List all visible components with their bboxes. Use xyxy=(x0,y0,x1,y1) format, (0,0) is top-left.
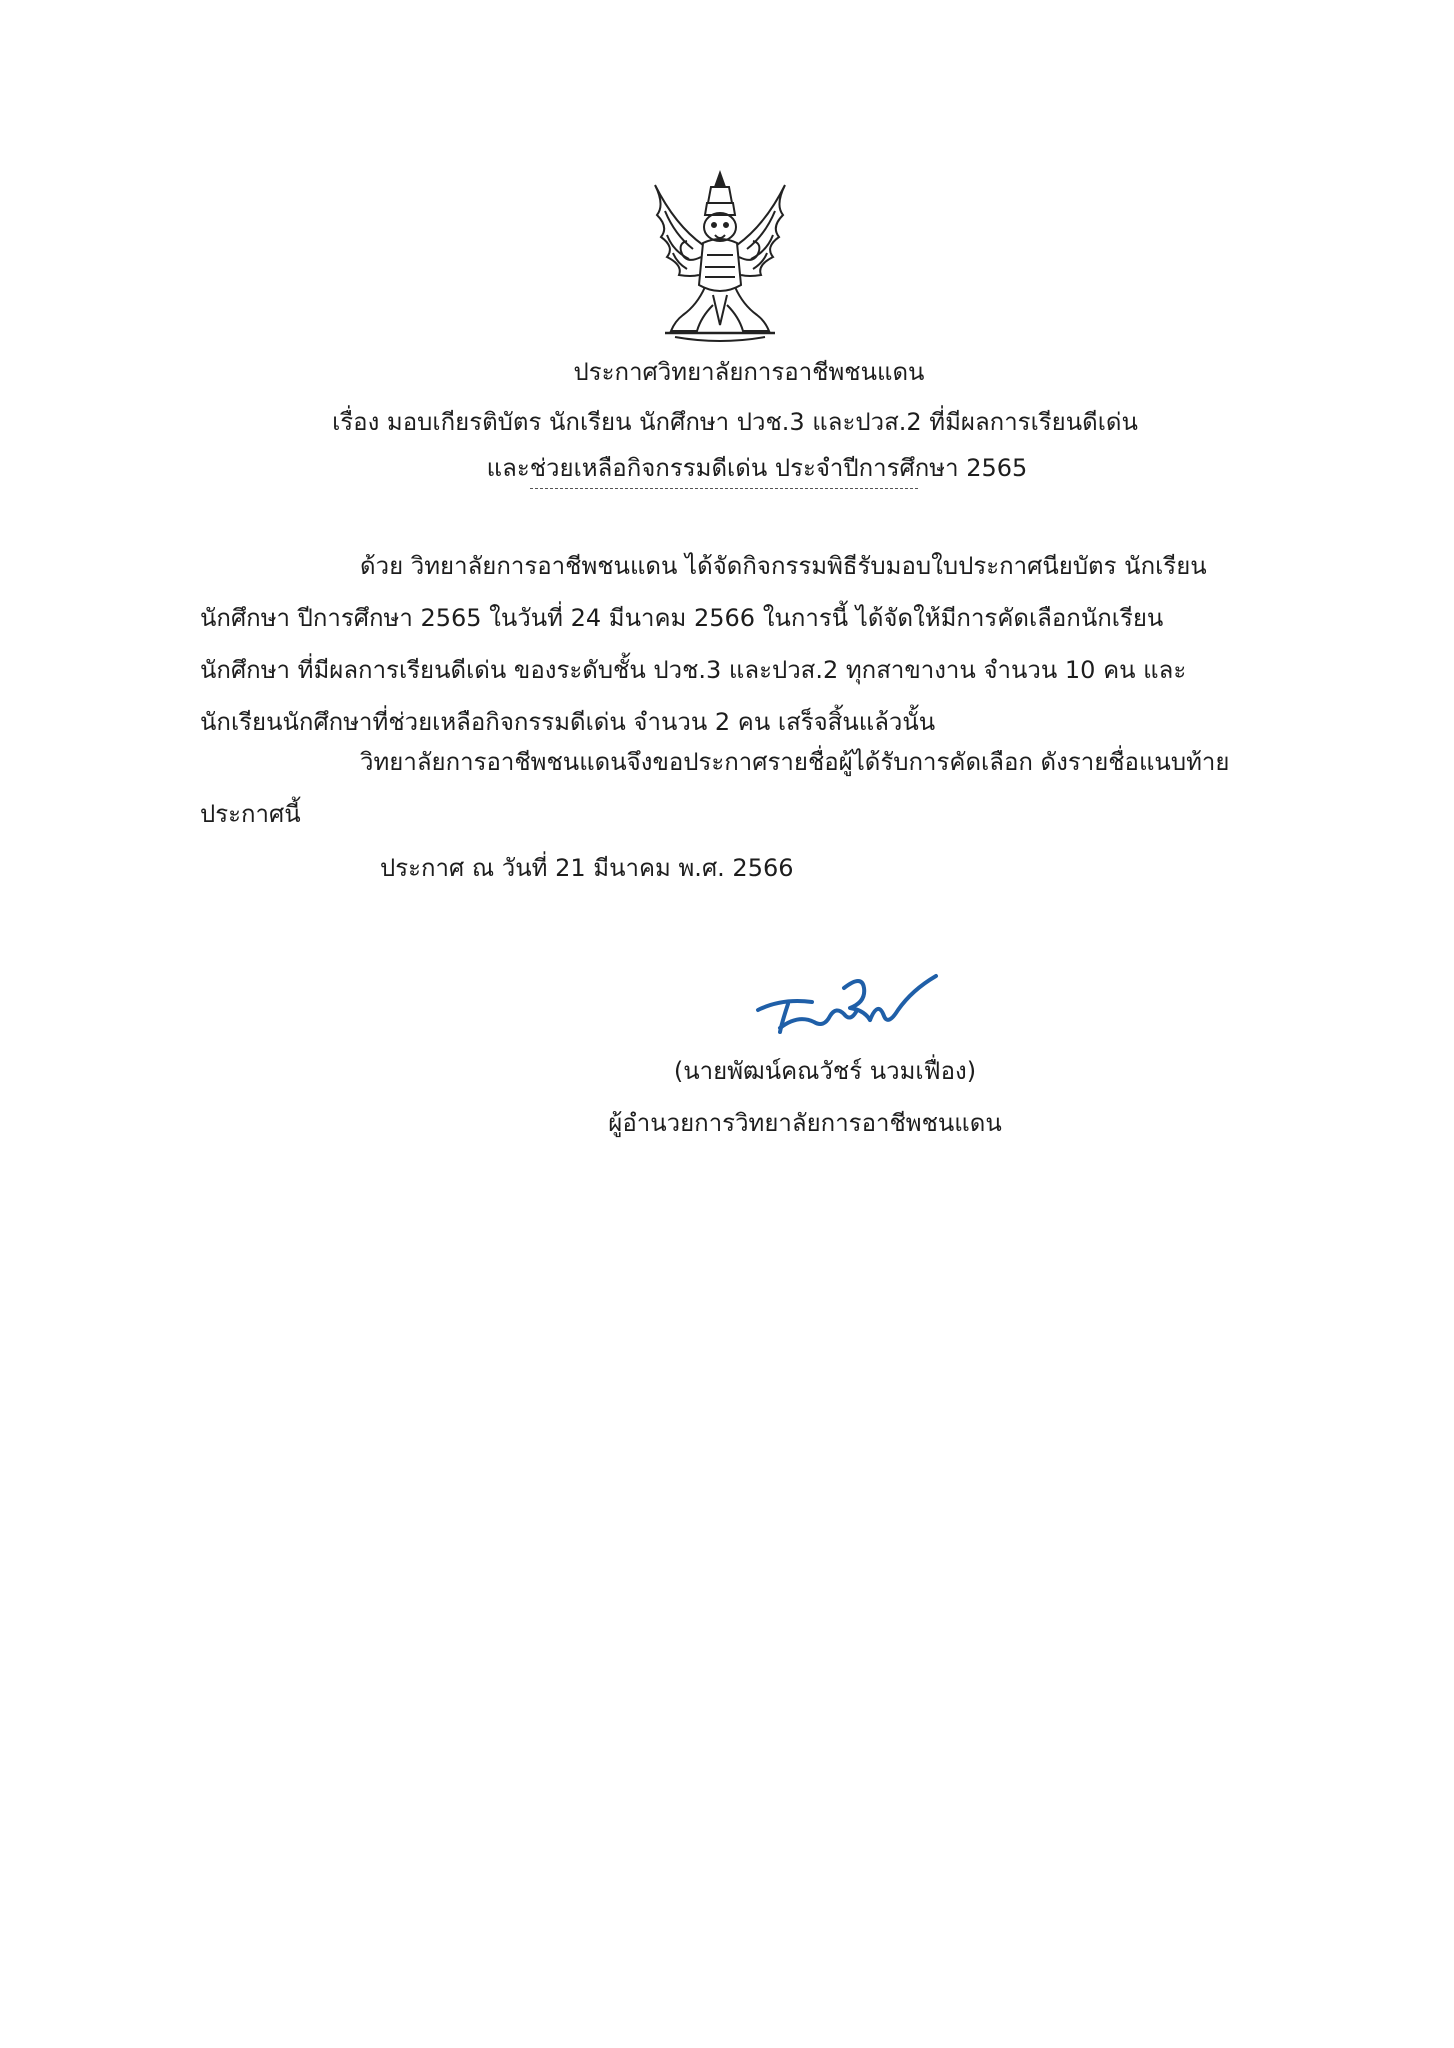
dashed-divider xyxy=(530,488,918,489)
body-paragraph-2 xyxy=(200,736,1250,840)
paragraph-2-text: วิทยาลัยการอาชีพชนแดนจึงขอประกาศรายชื่อผู้ได้รับการคัดเลือก ดังรายชื่อแนบท้ายประกาศนี้ xyxy=(200,748,1230,828)
subject-line-2: และช่วยเหลือกิจกรรมดีเด่น ประจำปีการศึกษา 2565 xyxy=(486,454,1028,482)
garuda-emblem-icon xyxy=(635,165,805,345)
signatory-title: ผู้อำนวยการวิทยาลัยการอาชีพชนแดน xyxy=(608,1109,1002,1137)
signature-icon xyxy=(752,970,942,1040)
subject-line-1: เรื่อง มอบเกียรติบัตร นักเรียน นักศึกษา ปวช.3 และปวส.2 ที่มีผลการเรียนดีเด่น xyxy=(332,408,1138,436)
signatory-name: (นายพัฒน์คณวัชร์ นวมเฟื่อง) xyxy=(673,1057,977,1085)
announcement-title: ประกาศวิทยาลัยการอาชีพชนแดน xyxy=(573,358,925,386)
paragraph-1-text: ด้วย วิทยาลัยการอาชีพชนแดน ได้จัดกิจกรรมพิธีรับมอบใบประกาศนียบัตร นักเรียน นักศึกษา ปีการศึกษา 2565 ในวันที่ 24 มีนาคม 2566 ในการนี้ ได้จัดให้มีการคัดเลือกนักเรียนนักศึกษา ที่มีผลการเรียนดีเด่น ของระดับชั้น ปวช.3 และปวส.2 ทุกสาขางาน จำนวน 10 คน และนักเรียนนักศึกษาที่ช่วยเหลือกิจกรรมดีเด่น จำนวน 2 คน เสร็จสิ้นแล้วนั้น xyxy=(200,552,1207,736)
announcement-date: ประกาศ ณ วันที่ 21 มีนาคม พ.ศ. 2566 xyxy=(380,854,794,882)
body-paragraph-1 xyxy=(200,540,1250,748)
